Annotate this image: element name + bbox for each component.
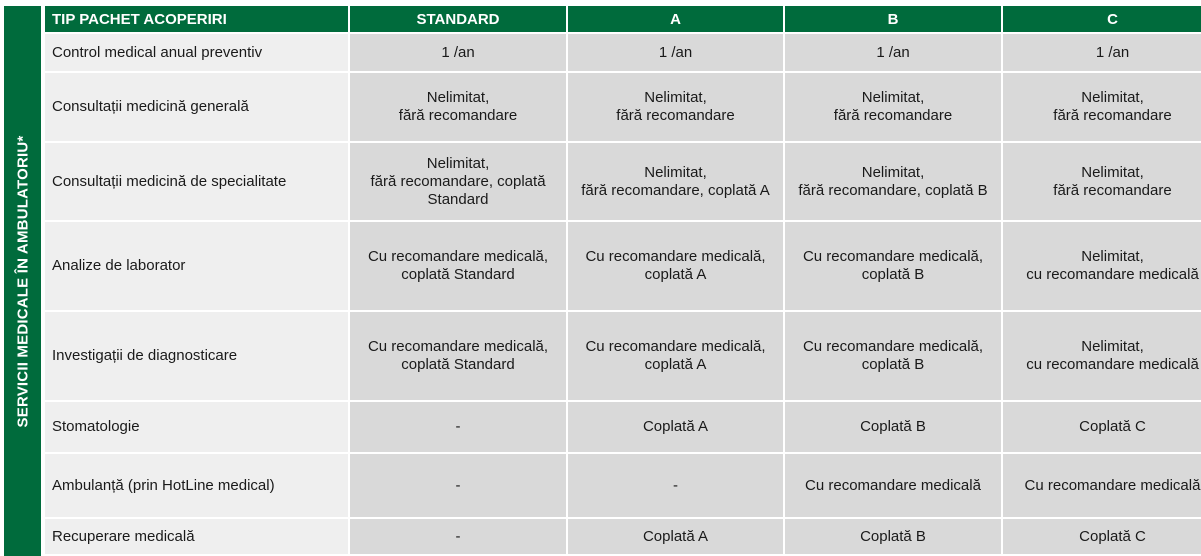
table-cell: Nelimitat, fără recomandare, coplată B bbox=[785, 143, 1001, 220]
header-b: B bbox=[785, 6, 1001, 32]
header-type: TIP PACHET ACOPERIRI bbox=[45, 6, 348, 32]
table-cell: 1 /an bbox=[568, 34, 783, 71]
table-cell: Nelimitat, fără recomandare bbox=[350, 73, 566, 141]
table-cell: 1 /an bbox=[785, 34, 1001, 71]
header-a: A bbox=[568, 6, 783, 32]
table-cell: Cu recomandare medicală, coplată A bbox=[568, 222, 783, 310]
table-cell: - bbox=[350, 519, 566, 554]
coverage-table bbox=[45, 6, 1201, 556]
table-cell: Nelimitat, fără recomandare bbox=[1003, 143, 1201, 220]
table-cell: Coplată A bbox=[568, 519, 783, 554]
row-label: Stomatologie bbox=[45, 402, 348, 452]
table-cell: - bbox=[350, 454, 566, 517]
table-cell: 1 /an bbox=[1003, 34, 1201, 71]
table-cell: Coplată B bbox=[785, 402, 1001, 452]
header-c: C bbox=[1003, 6, 1201, 32]
row-label: Investigații de diagnosticare bbox=[45, 312, 348, 400]
table-cell: Cu recomandare medicală, coplată Standard bbox=[350, 222, 566, 310]
table-cell: Coplată C bbox=[1003, 519, 1201, 554]
table-cell: Cu recomandare medicală, coplată B bbox=[785, 222, 1001, 310]
header-standard: STANDARD bbox=[350, 6, 566, 32]
row-label: Ambulanță (prin HotLine medical) bbox=[45, 454, 348, 517]
table-cell: Cu recomandare medicală bbox=[1003, 454, 1201, 517]
side-label: SERVICII MEDICALE ÎN AMBULATORIU* bbox=[14, 135, 31, 427]
table-cell: Nelimitat, cu recomandare medicală bbox=[1003, 222, 1201, 310]
table-cell: Nelimitat, fără recomandare, coplată A bbox=[568, 143, 783, 220]
table-cell: Nelimitat, fără recomandare bbox=[785, 73, 1001, 141]
table-cell: Cu recomandare medicală, coplată A bbox=[568, 312, 783, 400]
row-label: Consultații medicină de specialitate bbox=[45, 143, 348, 220]
table-cell: - bbox=[350, 402, 566, 452]
row-label: Control medical anual preventiv bbox=[45, 34, 348, 71]
row-label: Recuperare medicală bbox=[45, 519, 348, 554]
side-banner bbox=[4, 6, 41, 556]
table-cell: Cu recomandare medicală, coplată Standard bbox=[350, 312, 566, 400]
table-cell: Nelimitat, cu recomandare medicală bbox=[1003, 312, 1201, 400]
table-cell: Coplată C bbox=[1003, 402, 1201, 452]
table-cell: Nelimitat, fără recomandare bbox=[1003, 73, 1201, 141]
row-label: Consultații medicină generală bbox=[45, 73, 348, 141]
table-cell: Coplată B bbox=[785, 519, 1001, 554]
table-cell: Nelimitat, fără recomandare, coplată Standard bbox=[350, 143, 566, 220]
row-label: Analize de laborator bbox=[45, 222, 348, 310]
table-cell: Nelimitat, fără recomandare bbox=[568, 73, 783, 141]
table-cell: - bbox=[568, 454, 783, 517]
table-cell: Coplată A bbox=[568, 402, 783, 452]
table-cell: 1 /an bbox=[350, 34, 566, 71]
table-cell: Cu recomandare medicală, coplată B bbox=[785, 312, 1001, 400]
table-cell: Cu recomandare medicală bbox=[785, 454, 1001, 517]
